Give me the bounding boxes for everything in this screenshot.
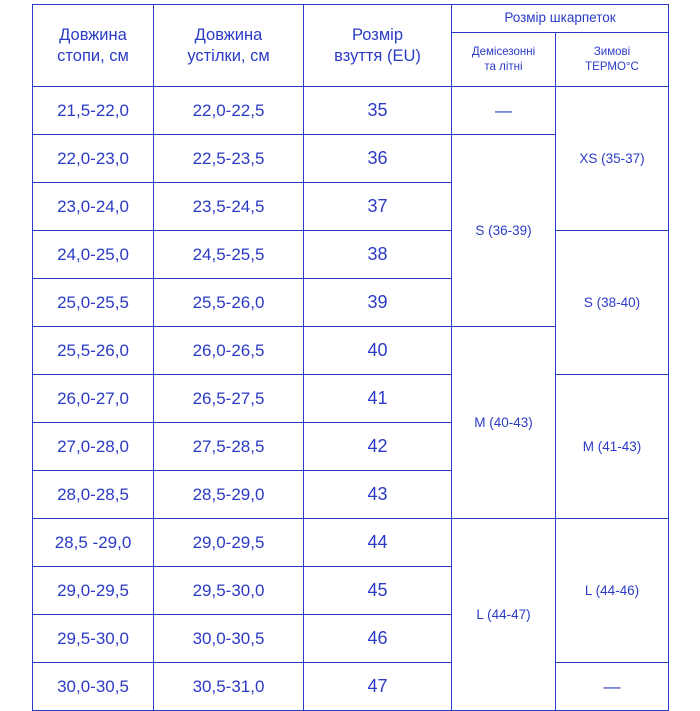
cell-insole-length: 25,5-26,0	[154, 279, 304, 327]
header-insole-length	[154, 5, 304, 87]
table-body	[33, 87, 669, 711]
cell-foot-length: 24,0-25,0	[33, 231, 154, 279]
cell-sock-winter: —	[556, 663, 669, 711]
cell-sock-winter: S (38-40)	[556, 231, 669, 375]
cell-sock-demi: S (36-39)	[452, 135, 556, 327]
cell-sock-demi: M (40-43)	[452, 327, 556, 519]
cell-insole-length: 30,5-31,0	[154, 663, 304, 711]
header-sock-winter-line2: ТЕРМО°С	[585, 60, 639, 73]
cell-insole-length: 27,5-28,5	[154, 423, 304, 471]
cell-insole-length: 22,5-23,5	[154, 135, 304, 183]
cell-sock-winter: XS (35-37)	[556, 87, 669, 231]
cell-shoe-size: 37	[304, 183, 452, 231]
cell-shoe-size: 41	[304, 375, 452, 423]
cell-shoe-size: 39	[304, 279, 452, 327]
header-shoe-size	[304, 5, 452, 87]
cell-shoe-size: 43	[304, 471, 452, 519]
cell-foot-length: 25,0-25,5	[33, 279, 154, 327]
size-chart-table	[32, 4, 669, 711]
cell-foot-length: 28,5 -29,0	[33, 519, 154, 567]
header-sock-winter	[556, 33, 669, 87]
header-foot-length-line1: Довжина	[59, 25, 127, 44]
table-row	[33, 519, 669, 567]
cell-insole-length: 26,0-26,5	[154, 327, 304, 375]
header-sock-demi-line2: та літні	[484, 60, 523, 73]
cell-foot-length: 22,0-23,0	[33, 135, 154, 183]
cell-insole-length: 22,0-22,5	[154, 87, 304, 135]
cell-foot-length: 30,0-30,5	[33, 663, 154, 711]
cell-insole-length: 29,5-30,0	[154, 567, 304, 615]
cell-foot-length: 29,0-29,5	[33, 567, 154, 615]
table-header-row-top	[33, 5, 669, 33]
cell-shoe-size: 40	[304, 327, 452, 375]
cell-foot-length: 28,0-28,5	[33, 471, 154, 519]
table-row	[33, 87, 669, 135]
table-row	[33, 375, 669, 423]
cell-shoe-size: 46	[304, 615, 452, 663]
cell-sock-demi: —	[452, 87, 556, 135]
header-sock-winter-line1: Зимові	[593, 46, 631, 59]
cell-foot-length: 26,0-27,0	[33, 375, 154, 423]
cell-shoe-size: 38	[304, 231, 452, 279]
cell-insole-length: 28,5-29,0	[154, 471, 304, 519]
table-row	[33, 663, 669, 711]
cell-sock-demi: L (44-47)	[452, 519, 556, 711]
header-foot-length	[33, 5, 154, 87]
cell-shoe-size: 44	[304, 519, 452, 567]
cell-foot-length: 29,5-30,0	[33, 615, 154, 663]
cell-foot-length: 27,0-28,0	[33, 423, 154, 471]
header-sock-demi-line1: Демісезонні	[471, 46, 536, 59]
header-sock-size: Розмір шкарпеток	[452, 5, 669, 33]
size-chart-sheet	[0, 4, 700, 704]
table-row	[33, 231, 669, 279]
cell-shoe-size: 36	[304, 135, 452, 183]
cell-insole-length: 30,0-30,5	[154, 615, 304, 663]
cell-sock-winter: L (44-46)	[556, 519, 669, 663]
header-sock-demi	[452, 33, 556, 87]
header-foot-length-line2: стопи, см	[57, 46, 129, 65]
cell-foot-length: 21,5-22,0	[33, 87, 154, 135]
cell-shoe-size: 45	[304, 567, 452, 615]
header-insole-length-line2: устілки, см	[187, 46, 270, 65]
cell-foot-length: 25,5-26,0	[33, 327, 154, 375]
cell-insole-length: 23,5-24,5	[154, 183, 304, 231]
cell-sock-winter: M (41-43)	[556, 375, 669, 519]
cell-shoe-size: 42	[304, 423, 452, 471]
header-shoe-size-line1: Розмір	[351, 25, 404, 44]
header-insole-length-line1: Довжина	[194, 25, 263, 44]
cell-insole-length: 29,0-29,5	[154, 519, 304, 567]
cell-insole-length: 24,5-25,5	[154, 231, 304, 279]
cell-shoe-size: 47	[304, 663, 452, 711]
cell-insole-length: 26,5-27,5	[154, 375, 304, 423]
cell-shoe-size: 35	[304, 87, 452, 135]
cell-foot-length: 23,0-24,0	[33, 183, 154, 231]
header-shoe-size-line2: взуття (EU)	[334, 46, 421, 65]
